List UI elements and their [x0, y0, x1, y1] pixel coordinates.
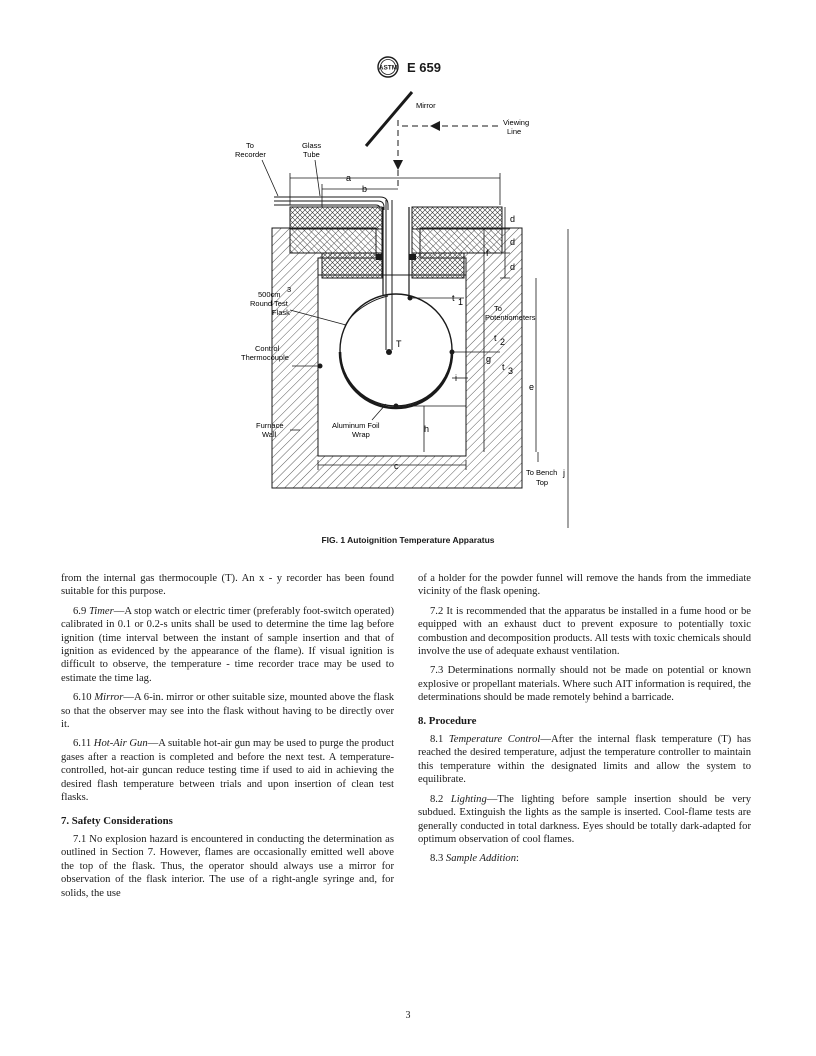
svg-text:3: 3: [287, 285, 292, 294]
svg-text:t: t: [494, 333, 497, 343]
svg-text:Control: Control: [255, 344, 280, 353]
paragraph-7-1: 7.1 No explosion hazard is encountered in conducting the determination as outlined in Section 7. However, flames are occasionally emitted well above the top of the flask. Thus, the operator should always use a mirror for observation of the flask interior. The use of a right-angle syringe and, for solids, the use: [61, 833, 394, 899]
svg-text:Thermocouple: Thermocouple: [241, 353, 289, 362]
svg-text:g: g: [486, 354, 492, 364]
paragraph-6-9: 6.9 Timer—A stop watch or electric timer (preferably foot-switch operated) calibrated in 0.1 or 0.2-s units shall be used to determine the time lag before ignition (time interval between the instant of sample insertion and that of ignition as evidenced by the appearance of the flame). If visual ignition is difficult to observe, the temperature - time recorder trace may be used to estimate the time lag.: [61, 605, 394, 684]
svg-text:e: e: [529, 382, 535, 392]
document-id: E 659: [407, 59, 441, 75]
svg-text:d: d: [510, 214, 516, 224]
top-cover-left-mid: [290, 229, 382, 253]
svg-text:1: 1: [458, 297, 464, 307]
svg-text:t: t: [502, 362, 505, 372]
svg-text:Tube: Tube: [303, 150, 320, 159]
svg-text:Round Test: Round Test: [250, 299, 288, 308]
section-8-heading: 8. Procedure: [418, 714, 477, 727]
astm-logo-icon: [375, 56, 401, 78]
svg-text:h: h: [424, 424, 430, 434]
svg-text:i: i: [455, 373, 457, 383]
svg-text:Aluminum Foil: Aluminum Foil: [332, 421, 380, 430]
paragraph-continuation: from the internal gas thermocouple (T). An x - y recorder has been found suitable for this purpose.: [61, 573, 394, 598]
svg-text:To: To: [246, 141, 254, 150]
svg-text:t: t: [452, 293, 455, 303]
svg-text:3: 3: [508, 366, 514, 376]
svg-text:Potentiometers: Potentiometers: [485, 313, 536, 322]
svg-text:To: To: [494, 304, 502, 313]
paragraph-6-10: 6.10 Mirror—A 6-in. mirror or other suitable size, mounted above the flask so that the observer may see into the flask without having to be directly over it.: [61, 692, 395, 731]
svg-text:a: a: [346, 173, 352, 183]
svg-text:Mirror: Mirror: [416, 101, 436, 110]
paragraph-7-2: 7.2 It is recommended that the apparatus be installed in a fume hood or be equipped with an exhaust duct to prevent exposure to potentially toxic combustion and decomposition products. All tests with toxic chemicals should involve the use of adequate exhaust ventilation.: [418, 605, 751, 658]
svg-text:Wrap: Wrap: [352, 430, 370, 439]
page-header: [0, 56, 816, 78]
svg-text:Furnace: Furnace: [256, 421, 284, 430]
left-column: [61, 572, 394, 906]
section-7-heading: 7. Safety Considerations: [61, 814, 173, 827]
svg-text:500cm: 500cm: [258, 290, 281, 299]
top-cover-right-bot: [412, 253, 464, 278]
svg-text:d: d: [510, 237, 516, 247]
svg-text:b: b: [362, 184, 368, 194]
svg-text:Viewing: Viewing: [503, 118, 530, 127]
svg-text:c: c: [394, 461, 399, 471]
svg-text:2: 2: [500, 337, 506, 347]
top-cover-left-bot: [322, 253, 382, 278]
svg-text:Line: Line: [507, 127, 522, 136]
paragraph-8-1: 8.1 Temperature Control—After the internal flask temperature (T) has reached the desired temperature, adjust the temperature controller to maintain this temperature within the designated limits and allow the system to equilibrate.: [418, 734, 751, 786]
paragraph-6-11: 6.11 Hot-Air Gun—A suitable hot-air gun may be used to purge the product gases after a reaction is completed and before the next test. A temperature-controlled, hot-air guncan reduce testing time if used to aid in achieving the desired flash temperature between trials and upon insertion of clean test flasks.: [61, 738, 395, 804]
svg-text:f: f: [486, 248, 489, 258]
svg-text:ASTM: ASTM: [378, 64, 398, 72]
figure-caption: FIG. 1 Autoignition Temperature Apparatus: [321, 535, 495, 545]
right-column: [418, 572, 751, 872]
paragraph-8-2: 8.2 Lighting—The lighting before sample insertion should be very subdued. Extinguish the lights as the sample is inserted. Cool-flame tests are generally conducted in total darkness. Eyes should be totally dark-adapted for optimum observation of cool flames.: [418, 793, 752, 845]
svg-text:Glass: Glass: [302, 141, 322, 150]
svg-text:j: j: [563, 468, 565, 478]
paragraph-7-3: 7.3 Determinations normally should not be made on potential or known explosive or propellant materials. Where such AIT information is required, the determinations should be made remotely behind a barricade.: [418, 665, 751, 704]
mirror-icon: [366, 92, 412, 146]
paragraph-continuation: of a holder for the powder funnel will remove the hands from the immediate vicinity of the flask opening.: [418, 573, 751, 598]
test-flask: [340, 294, 452, 406]
apparatus-figure: [200, 88, 600, 528]
svg-text:Top: Top: [536, 478, 549, 487]
svg-text:T: T: [396, 339, 402, 349]
svg-text:d: d: [510, 262, 516, 272]
svg-text:To Bench: To Bench: [526, 468, 558, 477]
top-cover-left-top: [290, 207, 382, 229]
page-number: 3: [405, 1010, 411, 1021]
paragraph-8-3: 8.3 Sample Addition:: [430, 853, 519, 865]
svg-text:Wall: Wall: [262, 430, 277, 439]
top-cover-right-top: [412, 207, 502, 229]
svg-text:Recorder: Recorder: [235, 150, 266, 159]
svg-text:Flask: Flask: [272, 308, 290, 317]
